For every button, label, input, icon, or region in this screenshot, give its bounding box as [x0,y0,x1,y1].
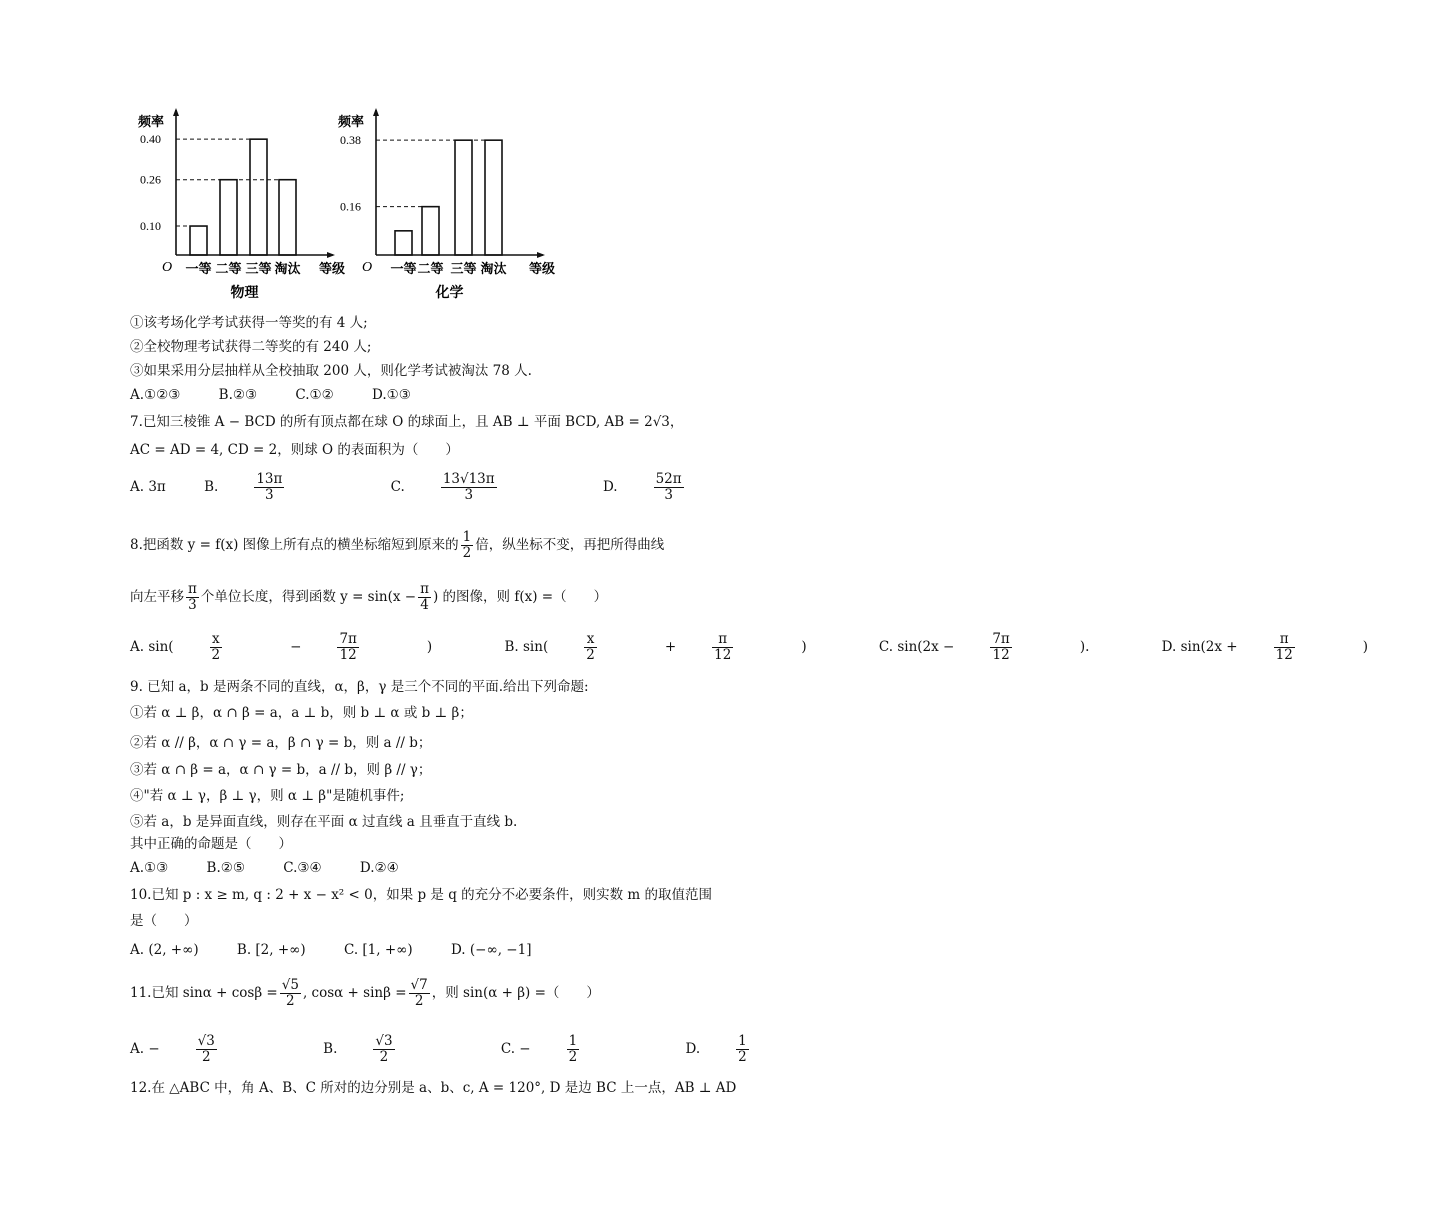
x-tick-label: 一等 [390,262,417,277]
q7-option-a[interactable]: A. 3π [130,479,166,495]
bar [220,180,237,255]
q9-line-1: 9. 已知 a，b 是两条不同的直线，α，β，γ 是三个不同的平面.给出下列命题: [130,679,589,695]
bar [250,139,267,255]
y-tick-label: 0.40 [140,132,161,147]
q11-option-d[interactable]: D. $\frac{1}{2}$ [685,1033,747,1065]
x-axis-label: 等级 [319,262,346,277]
bar [395,231,412,255]
x-tick-label: 一等 [185,262,212,277]
x-axis-arrow-icon [327,252,335,258]
q7-option-d[interactable]: D. $\frac{52\pi}{3}$ [602,471,682,503]
q8-option-a[interactable]: A. sin( $\frac{x}{2}$ − $\frac{7\pi}{12}$ ) [130,631,433,663]
q10-line-1: 10.已知 p : x ≥ m, q : 2 + x − x² < 0，如果 p 是 q 的充分不必要条件，则实数 m 的取值范围 [130,887,713,903]
y-axis-label: 频率 [338,115,365,130]
q10-option-b[interactable]: B. [2, +∞) [236,942,306,958]
chart-caption: 物理 [230,285,259,301]
q9-option-a[interactable]: A.①③ [130,860,169,876]
x-tick-label: 二等 [417,262,444,277]
y-tick-label: 0.26 [140,172,161,187]
origin-label: O [362,260,373,275]
q9-option-d[interactable]: D.②④ [359,860,399,876]
q11-option-c[interactable]: C. − $\frac{1}{2}$ [500,1033,578,1065]
q8-options [130,632,1436,663]
y-axis-label: 频率 [138,115,165,130]
q10-option-d[interactable]: D. (−∞, −1] [450,942,532,958]
q7-option-b[interactable]: B. $\frac{13\pi}{3}$ [204,471,283,503]
q6-statement-3: ③如果采用分层抽样从全校抽取 200 人，则化学考试被淘汰 78 人. [130,363,532,379]
q10-option-a[interactable]: A. (2, +∞) [130,942,199,958]
q8-option-c[interactable]: C. sin(2x − $\frac{7\pi}{12}$ ). [878,631,1090,663]
q6-statement-2: ②全校物理考试获得二等奖的有 240 人; [130,339,372,355]
origin-label: O [162,260,173,275]
q7-line-1: 7.已知三棱锥 A − BCD 的所有顶点都在球 O 的球面上，且 AB ⊥ 平面 BCD, AB = 2√3， [130,414,684,430]
q9-option-c[interactable]: C.③④ [283,860,322,876]
q8-option-d[interactable]: D. sin(2x + $\frac{\pi}{12}$ ) [1161,631,1369,663]
q10-options [130,940,565,960]
bar [190,226,207,255]
q8-line-1: 8.把函数 y = f(x) 图像上所有点的横坐标缩短到原来的 $\frac{1}{2}$ 倍，纵坐标不变，再把所得曲线 [130,529,665,561]
y-axis-arrow-icon [173,108,179,116]
q6-statement-1: ①该考场化学考试获得一等奖的有 4 人; [130,315,368,331]
q6-option-c[interactable]: C.①② [295,387,334,403]
q10-line-2: 是（ ） [130,913,198,929]
q9-ask: 其中正确的命题是（ ） [130,836,292,852]
q7-options [130,472,786,503]
x-axis-arrow-icon [537,252,545,258]
q9-proposition-3: ③若 α ∩ β = a，α ∩ γ = b，a // b，则 β // γ； [130,762,432,778]
q7-line-2: AC = AD = 4, CD = 2，则球 O 的表面积为（ ） [130,442,459,458]
chemistry-chart [338,108,555,301]
q11-option-b[interactable]: B. $\frac{√3}{2}$ [323,1033,393,1065]
x-tick-label: 二等 [215,262,242,277]
q8-line-2: 向左平移 $\frac{\pi}{3}$ 个单位长度，得到函数 y = sin(x − $\frac{\pi}{4}$ ) 的图像，则 f(x) =（ ） [130,581,608,613]
x-tick-label: 三等 [245,262,272,277]
q9-proposition-2: ②若 α // β，α ∩ γ = a，β ∩ γ = b，则 a // b； [130,735,432,751]
q9-proposition-4: ④"若 α ⊥ γ，β ⊥ γ，则 α ⊥ β"是随机事件; [130,788,405,804]
y-axis-arrow-icon [373,108,379,116]
q11-line-1: 11.已知 sinα + cosβ = $\frac{√5}{2}$ , cosα + sinβ = $\frac{√7}{2}$ ，则 sin(α + β) =（ ） [130,977,600,1009]
bar [422,207,439,255]
q6-option-a[interactable]: A.①②③ [130,387,181,403]
frequency-charts [128,100,568,310]
x-tick-label: 淘汰 [274,262,301,277]
q9-options [130,858,433,878]
q6-option-d[interactable]: D.①③ [372,387,411,403]
bar [485,140,502,255]
chart-caption: 化学 [435,285,464,301]
q11-options [130,1034,851,1065]
bar [455,140,472,255]
x-tick-label: 淘汰 [480,262,507,277]
q10-option-c[interactable]: C. [1, +∞) [343,942,413,958]
q6-options [130,385,445,405]
q7-option-c[interactable]: C. $\frac{13√13\pi}{3}$ [390,471,495,503]
q9-proposition-1: ①若 α ⊥ β，α ∩ β = a，a ⊥ b，则 b ⊥ α 或 b ⊥ β； [130,705,473,721]
y-tick-label: 0.16 [340,199,361,214]
q8-option-b[interactable]: B. sin( $\frac{x}{2}$ + $\frac{\pi}{12}$ ) [504,631,807,663]
q6-option-b[interactable]: B.②③ [218,387,258,403]
y-tick-label: 0.38 [340,133,361,148]
physics-chart [138,108,345,301]
bar [279,180,296,255]
x-tick-label: 三等 [450,262,477,277]
y-tick-label: 0.10 [140,219,161,234]
q9-proposition-5: ⑤若 a，b 是异面直线，则存在平面 α 过直线 a 且垂直于直线 b. [130,814,518,830]
x-axis-label: 等级 [529,262,556,277]
q11-option-a[interactable]: A. − $\frac{√3}{2}$ [130,1033,215,1065]
q12-line-1: 12.在 △ABC 中，角 A、B、C 所对的边分别是 a、b、c, A = 120°, D 是边 BC 上一点，AB ⊥ AD [130,1080,737,1096]
q9-option-b[interactable]: B.②⑤ [206,860,245,876]
